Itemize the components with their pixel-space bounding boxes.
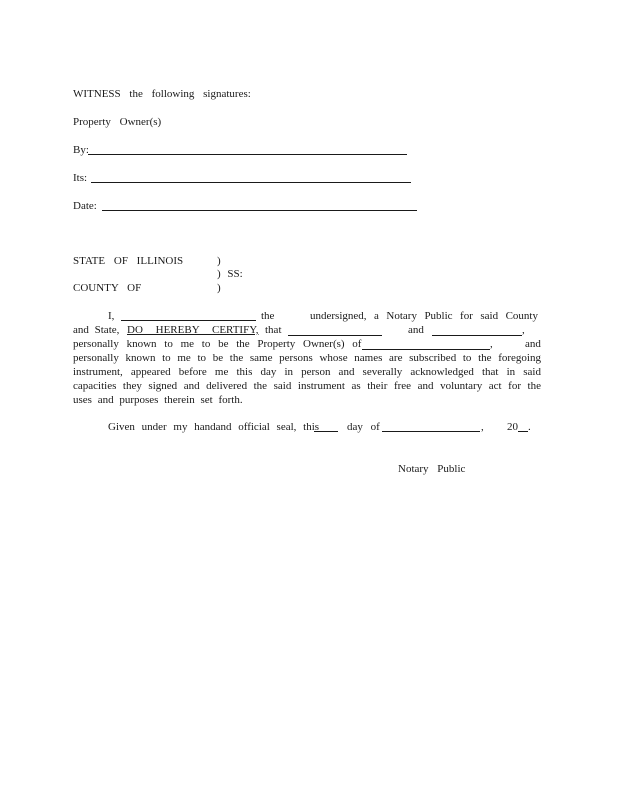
cert-do-hereby-certify: DO HEREBY CERTIFY, [127,324,259,336]
cert-line-6: capacities they signed and delivered the said instrument as their free and voluntary act for the [73,380,541,392]
date-line[interactable] [102,210,417,211]
cert-line-3: personally known to me to be the Property Owner(s) of [73,338,362,350]
cert-the: the [261,310,275,322]
cert-line-5: instrument, appeared before me this day in person and severally acknowledged that in said [73,366,541,378]
cert-line-1-rest: undersigned, a Notary Public for said County [310,310,538,322]
state-label: STATE OF ILLINOIS [73,255,184,267]
property-owner-label: Property Owner(s) [73,116,162,128]
cert-comma-1: , [522,324,525,336]
cert-and-2: and [525,338,541,350]
given-year-prefix: 20 [507,421,518,433]
ss-label: ) SS: [217,268,243,280]
by-signature-line[interactable] [88,154,407,155]
its-title-line[interactable] [91,182,411,183]
given-year-line[interactable] [518,431,528,432]
cert-that: that [265,324,282,336]
given-day-line[interactable] [314,431,338,432]
given-text: Given under my handand official seal, this [108,421,320,433]
cert-and: and [408,324,424,336]
date-label: Date: [73,200,97,212]
owner-name-line-1[interactable] [288,335,382,336]
given-period: . [528,421,531,433]
property-line[interactable] [362,349,490,350]
cert-and-state: and State, [73,324,120,336]
its-label: Its: [73,172,88,184]
notary-name-line[interactable] [121,320,256,321]
county-label: COUNTY OF [73,282,142,294]
cert-line-4: personally known to me to be the same persons whose names are subscribed to the foregoing [73,352,541,364]
by-label: By: [73,144,89,156]
owner-name-line-2[interactable] [432,335,522,336]
given-comma: , [481,421,484,433]
given-month-line[interactable] [382,431,480,432]
venue-paren-1: ) [217,255,221,267]
cert-i: I, [108,310,115,322]
cert-line-7: uses and purposes therein set forth. [73,394,243,406]
given-day-of: day of [347,421,380,433]
witness-heading: WITNESS the following signatures: [73,88,251,100]
notary-public-label: Notary Public [398,463,466,475]
cert-comma-2: , [490,338,493,350]
venue-paren-3: ) [217,282,221,294]
